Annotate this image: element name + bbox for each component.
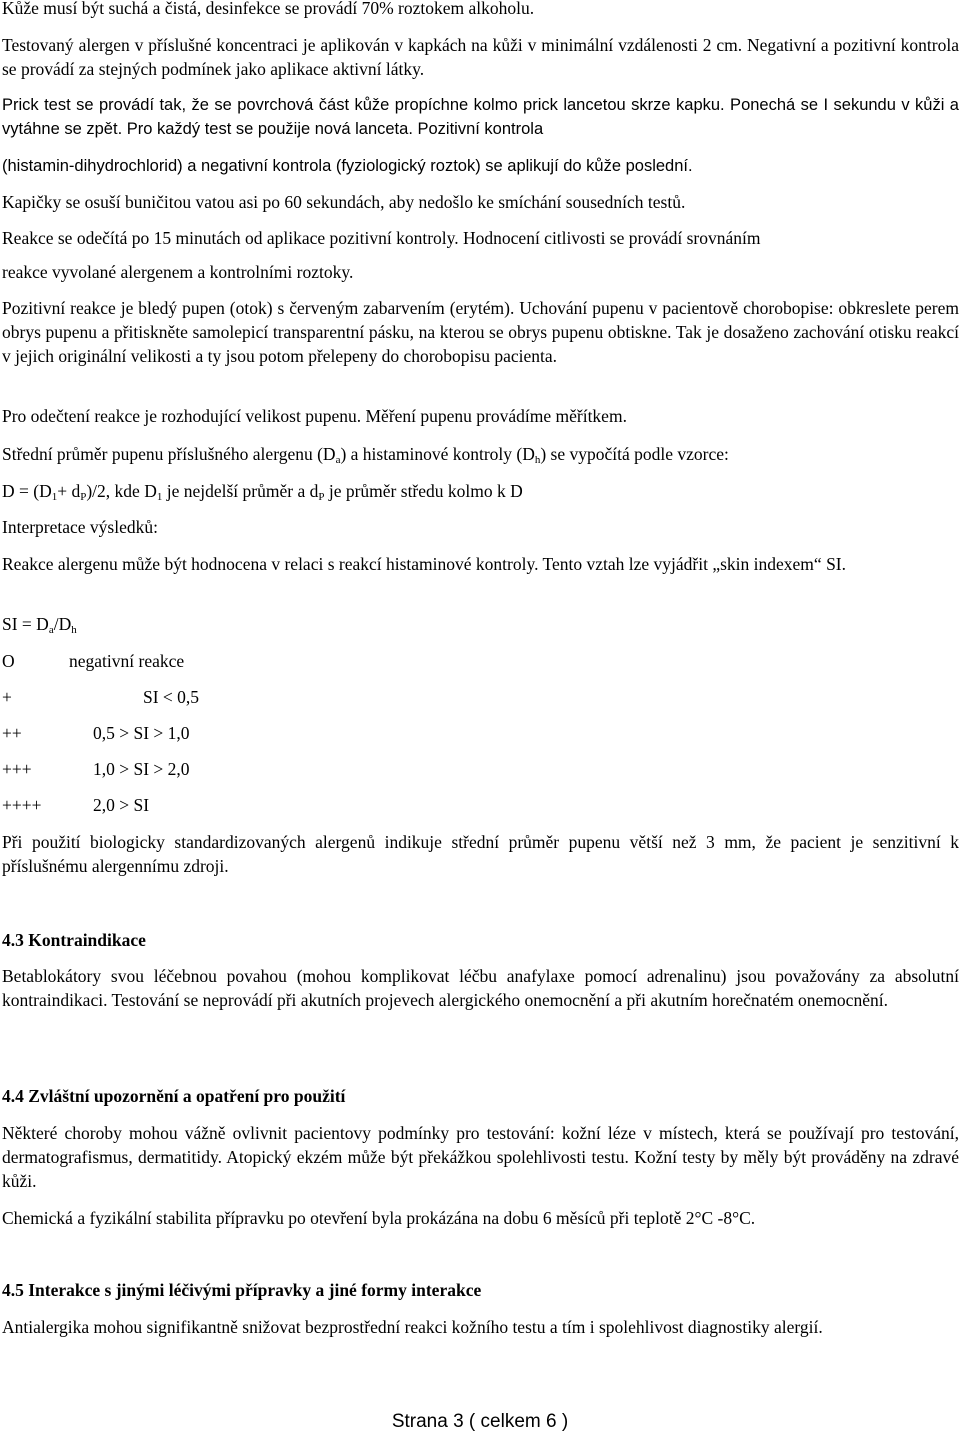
paragraph-interactions: Antialergika mohou signifikantně snižovat bezprostřední reakci kožního testu a tím i spolehlivost diagnostiky alergií.	[2, 1317, 823, 1337]
page-footer: Strana 3 ( celkem 6 )	[391, 1411, 569, 1432]
si-value: 1,0 > SI > 2,0	[93, 759, 190, 779]
paragraph-prick-test: Prick test se provádí tak, že se povrchová část kůže propíchne kolmo prick lancetou skrze kapku. Ponechá se I sekundu v kůži a vytáhne se zpět. Pro každý test se použije nová lanceta. Pozitivní kontrola	[2, 96, 959, 138]
section-heading-warnings: 4.4 Zvláštní upozornění a opatření pro použití	[2, 1086, 346, 1106]
paragraph-skin-index: Reakce alergenu může být hodnocena v relaci s reakcí histaminové kontroly. Tento vztah lze vyjádřit „skin indexem“ SI.	[2, 554, 846, 574]
si-symbol: ++++	[2, 795, 42, 815]
section-heading-interactions: 4.5 Interakce s jinými léčivými přípravky a jiné formy interakce	[2, 1280, 482, 1300]
si-symbol: ++	[2, 723, 22, 743]
section-heading-contraindications: 4.3 Kontraindikace	[2, 930, 146, 950]
paragraph-stability: Chemická a fyzikální stabilita přípravku po otevření byla prokázána na dobu 6 měsíců při teplotě 2°C -8°C.	[2, 1208, 756, 1228]
paragraph-skin-prep: Kůže musí být suchá a čistá, desinfekce se provádí 70% roztokem alkoholu.	[2, 0, 535, 18]
si-symbol: O	[2, 651, 15, 671]
si-value: 2,0 > SI	[93, 795, 150, 815]
paragraph-positive-reaction: Pozitivní reakce je bledý pupen (otok) s červeným zabarvením (erytém). Uchování pupenu v pacientově chorobopise: obkreslete perem obrys pupenu a přitiskněte samolepicí transparentní pásku, na kterou se obrys pupenu obtiskne. Tak je dosaženo zachování otisku reakcí v jejich originální velikosti a ty jsou potom přelepeny do chorobopisu pacienta.	[2, 298, 959, 366]
si-symbol: +	[2, 687, 12, 707]
paragraph-reading-time: Reakce se odečítá po 15 minutách od aplikace pozitivní kontroly. Hodnocení citlivosti se provádí srovnáním	[2, 228, 761, 248]
si-symbol: +++	[2, 759, 32, 779]
paragraph-reading-compare: reakce vyvolané alergenem a kontrolními roztoky.	[2, 262, 354, 282]
paragraph-contraindications: Betablokátory svou léčebnou povahou (mohou komplikovat léčbu anafylaxe pomocí adrenalinu) jsou považovány za absolutní kontraindikaci. Testování se neprovádí při akutních projevech alergického onemocnění a při akutním horečnatém onemocnění.	[2, 966, 959, 1010]
si-value: negativní reakce	[69, 651, 185, 671]
paragraph-drops-dry: Kapičky se osuší buničitou vatou asi po 60 sekundách, aby nedošlo ke smíchání sousedních testů.	[2, 192, 686, 212]
formula-skin-index: SI = $D_a/D_h$	[2, 614, 77, 636]
paragraph-allergen-application: Testovaný alergen v příslušné koncentraci je aplikován v kapkách na kůži v minimální vzdálenosti 2 cm. Negativní a pozitivní kontrola se provádí za stejných podmínek jako aplikace aktivní látky.	[2, 35, 959, 79]
paragraph-sensitization: Při použití biologicky standardizovaných alergenů indikuje střední průměr pupenu větší než 3 mm, že pacient je senzitivní k příslušnému alergennímu zdroji.	[2, 832, 959, 876]
si-value: 0,5 > SI > 1,0	[93, 723, 190, 743]
paragraph-mean-diameter: Střední průměr pupenu příslušného alergenu $(D_a)$ a histaminové kontroly $(D_h)$ se vypočítá podle vzorce:	[2, 444, 729, 466]
paragraph-prick-test-controls: (histamin-dihydrochlorid) a negativní kontrola (fyziologický roztok) se aplikují do kůže poslední.	[2, 157, 693, 175]
si-value: SI < 0,5	[143, 687, 200, 707]
heading-interpretation: Interpretace výsledků:	[2, 517, 158, 537]
paragraph-reading-size: Pro odečtení reakce je rozhodující velikost pupenu. Měření pupenu provádíme měřítkem.	[2, 406, 627, 426]
formula-diameter: $D = (D_1+ d_P)/2$, kde $D_1$ je nejdelší průměr a $d_P$ je průměr středu kolmo k D	[2, 481, 523, 503]
paragraph-warnings: Některé choroby mohou vážně ovlivnit pacientovy podmínky pro testování: kožní léze v místech, která se používají pro testování, dermatografismus, dermatitidy. Atopický ekzém může být překážkou spolehlivosti testu. Kožní testy by měly být prováděny na zdravé kůži.	[2, 1123, 959, 1191]
